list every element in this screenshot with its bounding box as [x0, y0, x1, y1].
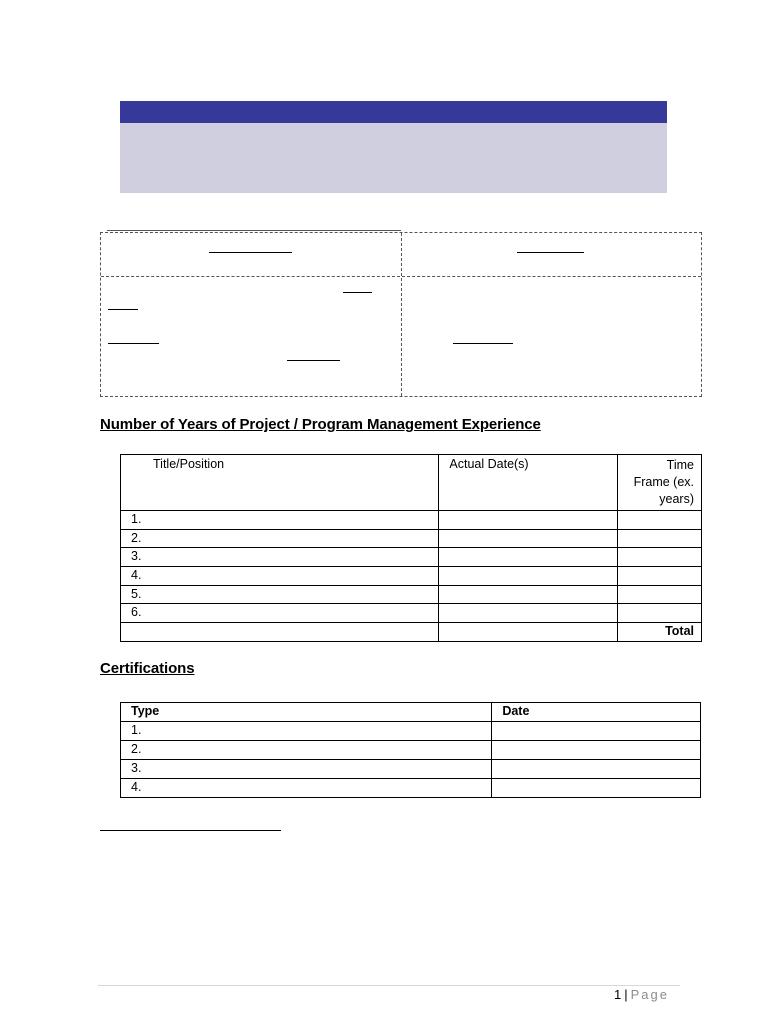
info-grid-row-divider	[101, 276, 701, 277]
table-row	[121, 529, 702, 548]
blank-field-left-header[interactable]	[209, 252, 292, 253]
blank-field-left-1b[interactable]	[108, 309, 138, 310]
date-cell[interactable]	[492, 722, 701, 741]
blank-field-right-header[interactable]	[517, 252, 584, 253]
time-frame-cell[interactable]	[618, 548, 702, 567]
row-label[interactable]: 2.	[121, 529, 439, 548]
date-cell[interactable]	[492, 779, 701, 798]
date-cell[interactable]	[439, 548, 618, 567]
header-banner-bar	[120, 101, 667, 123]
footer-rule	[98, 985, 680, 986]
table-row	[121, 722, 701, 741]
header-banner-panel	[120, 123, 667, 193]
page-number: 1	[614, 987, 622, 1002]
date-cell[interactable]	[492, 760, 701, 779]
table-row	[121, 511, 702, 530]
blank-field-left-2[interactable]	[108, 343, 159, 344]
time-frame-cell[interactable]	[618, 529, 702, 548]
signature-line[interactable]	[100, 830, 281, 831]
column-header-type: Type	[121, 703, 492, 722]
experience-heading: Number of Years of Project / Program Management Experience	[100, 416, 541, 433]
column-header-title-position: Title/Position	[121, 455, 439, 511]
certifications-table	[120, 702, 701, 798]
column-header-actual-dates: Actual Date(s)	[439, 455, 618, 511]
page-separator: |	[624, 987, 628, 1002]
row-label[interactable]: 1.	[121, 511, 439, 530]
table-row	[121, 567, 702, 586]
experience-header-row	[121, 455, 702, 511]
date-cell[interactable]	[439, 511, 618, 530]
page-word: Page	[630, 987, 669, 1002]
time-frame-cell[interactable]	[618, 567, 702, 586]
blank-field-left-3[interactable]	[287, 360, 340, 361]
table-row	[121, 548, 702, 567]
table-row	[121, 741, 701, 760]
blank-field-left-1a[interactable]	[343, 292, 372, 293]
page-footer	[614, 987, 669, 1002]
column-header-date: Date	[492, 703, 701, 722]
row-label[interactable]: 3.	[121, 548, 439, 567]
total-blank-cell[interactable]	[439, 623, 618, 642]
row-label[interactable]: 6.	[121, 604, 439, 623]
date-cell[interactable]	[492, 741, 701, 760]
info-grid-column-divider	[401, 233, 402, 396]
date-cell[interactable]	[439, 585, 618, 604]
row-label[interactable]: 2.	[121, 741, 492, 760]
certifications-heading: Certifications	[100, 660, 195, 677]
date-cell[interactable]	[439, 604, 618, 623]
row-label[interactable]: 3.	[121, 760, 492, 779]
time-frame-cell[interactable]	[618, 604, 702, 623]
row-label[interactable]: 4.	[121, 567, 439, 586]
column-header-time-frame: Time Frame (ex. years)	[618, 455, 702, 511]
total-row	[121, 623, 702, 642]
row-label[interactable]: 4.	[121, 779, 492, 798]
date-cell[interactable]	[439, 567, 618, 586]
table-row	[121, 585, 702, 604]
table-row	[121, 604, 702, 623]
time-frame-cell[interactable]	[618, 511, 702, 530]
row-label[interactable]: 1.	[121, 722, 492, 741]
experience-table	[120, 454, 702, 642]
row-label[interactable]: 5.	[121, 585, 439, 604]
table-row	[121, 779, 701, 798]
blank-field-right-2[interactable]	[453, 343, 513, 344]
time-frame-cell[interactable]	[618, 585, 702, 604]
info-grid	[100, 232, 702, 397]
info-top-rule	[107, 230, 401, 231]
certifications-header-row	[121, 703, 701, 722]
table-row	[121, 760, 701, 779]
total-label: Total	[618, 623, 702, 642]
total-blank-cell[interactable]	[121, 623, 439, 642]
date-cell[interactable]	[439, 529, 618, 548]
